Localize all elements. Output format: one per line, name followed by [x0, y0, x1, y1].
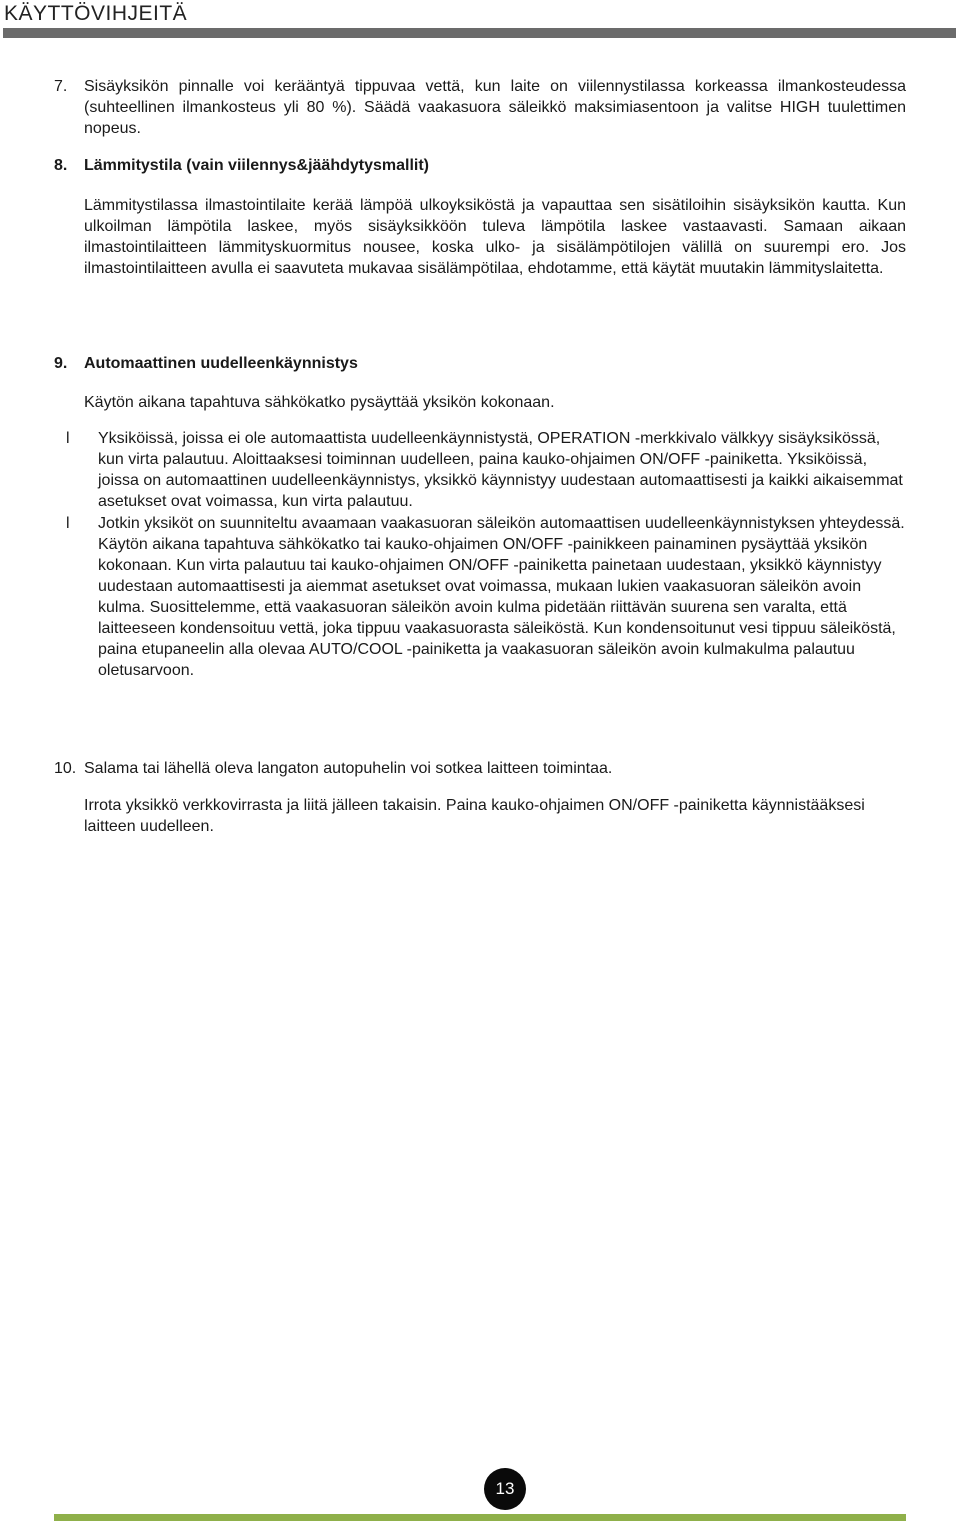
bullet-marker: l [66, 515, 70, 532]
tip-item-8-body: Lämmitystilassa ilmastointilaite kerää lämpöä ulkoyksiköstä ja vapauttaa sen sisätiloihin sisäyksikön kautta. Kun ulkoilman lämpötila laskee, myös sisäyksikköön tuleva lämpötila laskee vastaavasti. Samaan aikaan ilmastointilaitteen lämmityskuormitus nousee, koska ulko- ja sisälämpötilojen välillä on suurempi ero. Jos ilmastointilaitteen avulla ei saavuteta mukavaa sisälämpötilaa, ehdotamme, että käytät muutakin lämmityslaitetta. [84, 197, 906, 277]
bullet-marker: l [66, 430, 70, 447]
tip-item-10 [54, 758, 906, 779]
item-heading: Lämmitystila (vain viilennys&jäähdytysmallit) [84, 157, 430, 174]
item-number: 9. [54, 355, 68, 372]
item-number: 8. [54, 157, 68, 174]
item-heading: Automaattinen uudelleenkäynnistys [84, 355, 358, 372]
bullet-text: Yksiköissä, joissa ei ole automaattista uudelleenkäynnistystä, OPERATION -merkkivalo välkkyy sisäyksikössä, kun virta palautuu. Aloittaaksesi toiminnan uudelleen, paina kauko-ohjaimen ON/OFF -painiketta. Yksiköissä, joissa on automaattinen uudelleenkäynnistys, yksikkö käynnistyy uudestaan automaattisesti ja kaikki aikaisemmat asetukset ovat voimassa, kun virta palautuu. [98, 430, 903, 510]
tip-item-10-body: Irrota yksikkö verkkovirrasta ja liitä jälleen takaisin. Paina kauko-ohjaimen ON/OFF -painiketta käynnistääksesi laitteen uudelleen. [84, 797, 865, 835]
header-rule [3, 28, 956, 38]
bullet-text: Jotkin yksiköt on suunniteltu avaamaan vaakasuoran säleikön automaattisen uudelleenkäynnistyksen yhteydessä. Käytön aikana tapahtuva sähkökatko tai kauko-ohjaimen ON/OFF -painikkeen painaminen pysäyttää yksikön kokonaan. Kun virta palautuu tai kauko-ohjaimen ON/OFF -painiketta painetaan uudestaan, yksikkö käynnistyy uudestaan automaattisesti ja aiemmat asetukset ovat voimassa, mukaan lukien vaakasuoran säleikön avoin kulma. Suosittelemme, että vaakasuoran säleikön avoin kulma pidetään riittävän suurena sen varalta, että laitteeseen kondensoituu vettä, joka tippuu vaakasuorasta säleiköstä. Kun kondensoitunut vesi tippuu säleiköstä, paina etupaneelin alla olevaa AUTO/COOL -painiketta ja vaakasuoran säleikön avoin kulmakulma palautuu oletusarvoon. [98, 515, 905, 679]
tip-item-7 [54, 76, 906, 139]
page-header-title: KÄYTTÖVIHJEITÄ [4, 2, 188, 25]
item-number: 10. [54, 760, 77, 777]
tip-item-9-heading-row [54, 353, 906, 374]
item-text: Salama tai lähellä oleva langaton autopuhelin voi sotkea laitteen toimintaa. [84, 760, 613, 777]
page-number-badge: 13 [484, 1468, 526, 1510]
tip-item-9-intro: Käytön aikana tapahtuva sähkökatko pysäyttää yksikön kokonaan. [84, 394, 555, 411]
tip-item-8-heading-row [54, 155, 906, 176]
item-text: Sisäyksikön pinnalle voi kerääntyä tippuvaa vettä, kun laite on viilennystilassa korkeassa ilmankosteudessa (suhteellinen ilmankosteus yli 80 %). Säädä vaakasuora säleikkö maksimiasentoon ja valitse HIGH tuulettimen nopeus. [84, 78, 906, 137]
item-number: 7. [54, 78, 68, 95]
bullet-item [66, 428, 906, 512]
bullet-item [66, 513, 906, 681]
footer-accent-rule [54, 1514, 906, 1521]
